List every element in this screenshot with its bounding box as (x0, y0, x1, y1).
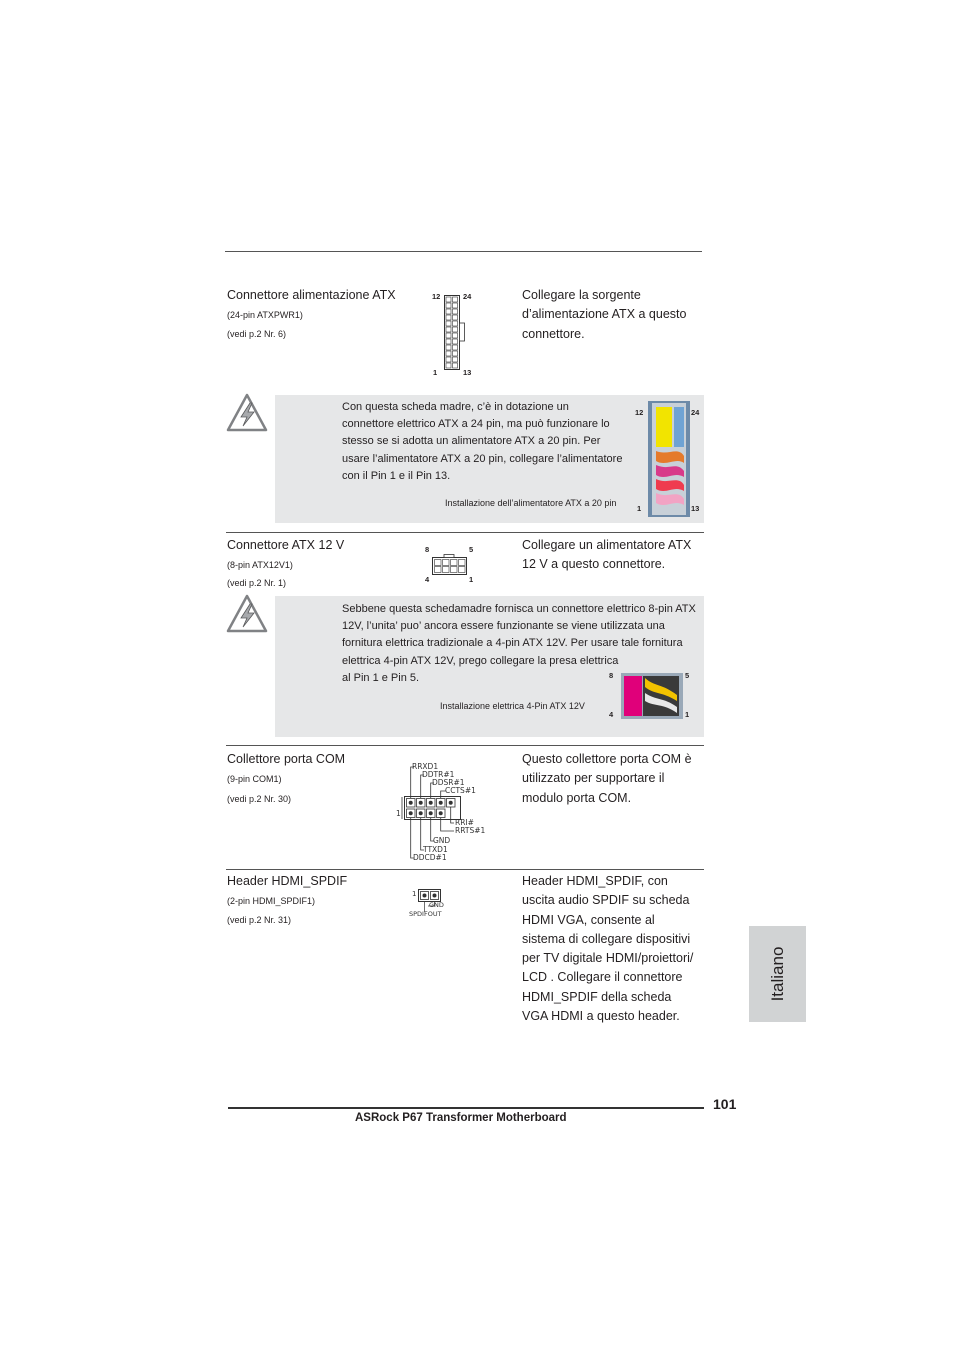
page-number: 101 (713, 1096, 737, 1112)
hdmi-sub1: (2-pin HDMI_SPDIF1) (227, 896, 316, 906)
warning-icon (226, 594, 268, 634)
atx12v-install-photo (621, 673, 683, 719)
atx12v-pin-grid (432, 554, 468, 576)
warning-icon (226, 393, 268, 433)
note-caption-atx24: Installazione dell’alimentatore ATX a 20 pin (445, 498, 617, 508)
note-box-atx12v: Sebbene questa schedamadre fornisca un connettore elettrico 8-pin ATX 12V, l’unita’ puo’ ancora essere funzionante se viene utilizzata una fornitura elettrica tradizionale a 4-pin ATX 12V. Per usare tale fornitura elettrica 4-pin ATX 12V, prego collegare la presa elettrica al Pin 1 e Pin 5. Installazione elettrica 4-Pin ATX 12V 8 5 4 1 (275, 596, 704, 737)
language-tab-label: Italiano (767, 946, 787, 1002)
hdmi-sub2: (vedi p.2 Nr. 31) (227, 915, 292, 925)
atx-power-title: Connettore alimentazione ATX (227, 288, 396, 302)
atx12v-title: Connettore ATX 12 V (227, 538, 345, 552)
com-sub1: (9-pin COM1) (227, 774, 282, 784)
atx12v-sub1: (8-pin ATX12V1) (227, 560, 293, 570)
divider-2 (226, 745, 704, 746)
atx12v-connector-diagram: 8 5 4 1 (425, 545, 474, 584)
note-caption-atx12v: Installazione elettrica 4-Pin ATX 12V (440, 701, 585, 711)
note-text-atx12v: Sebbene questa schedamadre fornisca un connettore elettrico 8-pin ATX 12V, l’unita’ puo’ ancora essere funzionante se viene utilizzata una fornitura elettrica tradizionale a 4-pin ATX 12V. Per usare tale fornitura elettrica 4-pin ATX 12V, prego collegare la presa elettrica al Pin 1 e Pin 5. (342, 603, 696, 684)
com-sub2: (vedi p.2 Nr. 30) (227, 794, 292, 804)
hdmi-spdif-diagram: 1 GND SPDIFOUT (406, 886, 456, 922)
atx24-connector-diagram: 12 24 1 13 (432, 292, 472, 377)
com-title: Collettore porta COM (227, 752, 346, 766)
com-desc: Questo collettore porta COM è utilizzato per supportare il modulo porta COM. (522, 752, 692, 805)
com-header-diagram: RRXD1 DDTR#1 DDSR#1 CCTS#1 RRI# RRTS#1 GND TTXD1 DDCD#1 1 (396, 762, 486, 862)
divider-3 (226, 869, 704, 870)
footer-rule (228, 1107, 704, 1109)
atx-power-sub1: (24-pin ATXPWR1) (227, 310, 303, 320)
hdmi-desc: Header HDMI_SPDIF, con uscita audio SPDIF su scheda HDMI VGA, consente al sistema di collegare dispositivi per TV digitale HDMI/proiettori/ LCD . Collegare il connettore HDMI_SPDIF della scheda VGA HDMI a questo header. (522, 874, 694, 1024)
atx24-install-photo (648, 401, 690, 517)
note-box-atx24: Con questa scheda madre, c’è in dotazione un connettore elettrico ATX a 24 pin, ma può funzionare lo stesso se si adotta un alimentatore ATX a 20 pin. Per usare l’alimentatore ATX a 20 pin, collegare l’alimentatore con il Pin 1 e il Pin 13. Installazione dell’alimentatore ATX a 20 pin 12 24 1 13 (275, 395, 704, 523)
atx24-pin-grid (444, 295, 468, 370)
note-text-atx24: Con questa scheda madre, c’è in dotazione un connettore elettrico ATX a 24 pin, ma può funzionare lo stesso se si adotta un alimentatore ATX a 20 pin. Per usare l’alimentatore ATX a 20 pin, collegare l’alimentatore con il Pin 1 e il Pin 13. (342, 401, 623, 482)
atx12v-desc: Collegare un alimentatore ATX 12 V a questo connettore. (522, 538, 692, 572)
divider-1 (226, 532, 704, 533)
footer-product-name: ASRock P67 Transformer Motherboard (355, 1112, 567, 1124)
atx-power-desc: Collegare la sorgente d’alimentazione ATX a questo connettore. (522, 288, 687, 341)
language-tab (749, 926, 806, 1022)
top-rule (225, 251, 702, 252)
hdmi-title: Header HDMI_SPDIF (227, 874, 348, 888)
atx12v-sub2: (vedi p.2 Nr. 1) (227, 578, 287, 588)
atx-power-sub2: (vedi p.2 Nr. 6) (227, 329, 287, 339)
